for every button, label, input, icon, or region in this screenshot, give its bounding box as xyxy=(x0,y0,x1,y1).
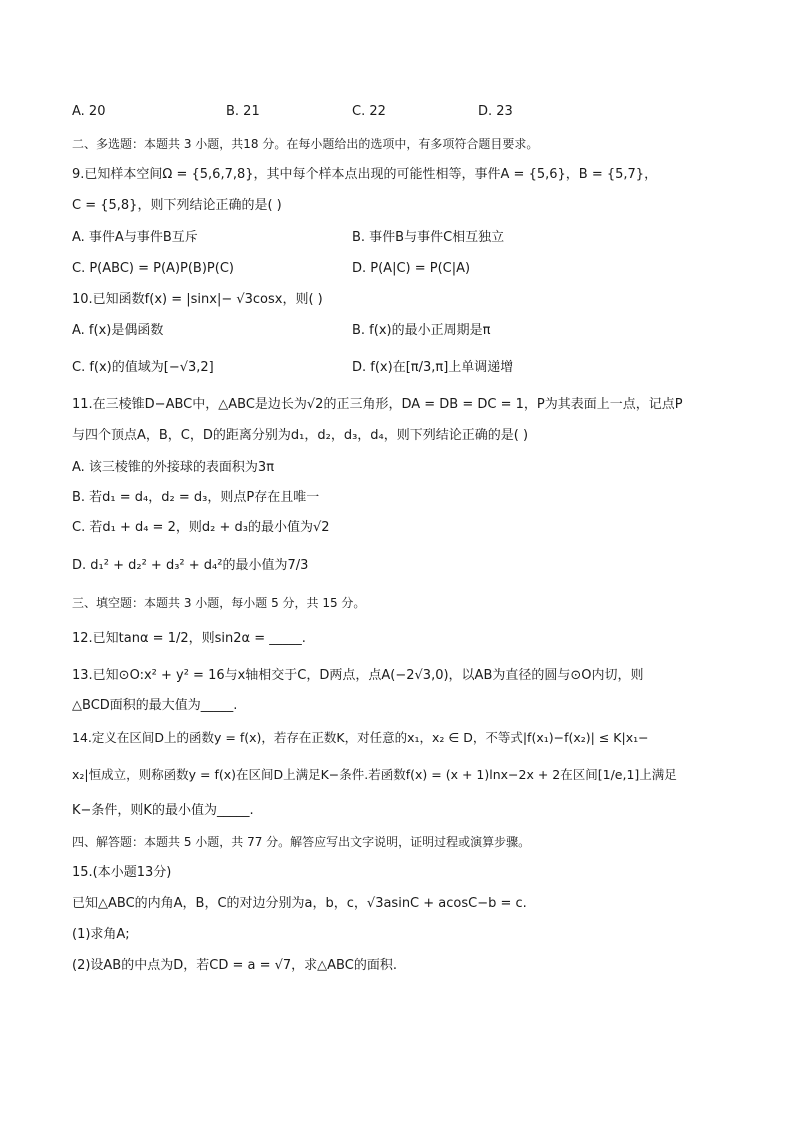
q14-stem-line-2: x₂|恒成立，则称函数y = f(x)在区间D上满足K−条件.若函数f(x) = (x + 1)lnx−2x + 2在区间[1/e,1]上满足 xyxy=(72,767,677,782)
q10-option-a: A. f(x)是偶函数 xyxy=(72,323,164,338)
q8-option-c: C. 22 xyxy=(352,104,386,119)
q9-option-d: D. P(A|C) = P(C|A) xyxy=(352,261,471,276)
section-3-header: 三、填空题：本题共 3 小题，每小题 5 分，共 15 分。 xyxy=(72,596,366,610)
q14-stem-line-1: 14.定义在区间D上的函数y = f(x)，若存在正数K，对任意的x₁，x₂ ∈ D，不等式|f(x₁)−f(x₂)| ≤ K|x₁− xyxy=(72,730,649,745)
q15-stem: 已知△ABC的内角A，B，C的对边分别为a，b，c，√3asinC + acosC−b = c. xyxy=(72,896,527,911)
q15-part-2: (2)设AB的中点为D，若CD = a = √7，求△ABC的面积. xyxy=(72,958,397,973)
q10-option-d: D. f(x)在[π/3,π]上单调递增 xyxy=(352,360,514,375)
q11-option-c: C. 若d₁ + d₄ = 2，则d₂ + d₃的最小值为√2 xyxy=(72,520,330,535)
q9-stem-line-1: 9.已知样本空间Ω = {5,6,7,8}，其中每个样本点出现的可能性相等，事件A = {5,6}，B = {5,7}， xyxy=(72,167,658,182)
q9-option-a: A. 事件A与事件B互斥 xyxy=(72,230,198,245)
q11-option-a: A. 该三棱锥的外接球的表面积为3π xyxy=(72,460,275,475)
q15-part-1: (1)求角A; xyxy=(72,927,130,942)
q8-option-d: D. 23 xyxy=(478,104,513,119)
q11-option-d: D. d₁² + d₂² + d₃² + d₄²的最小值为7/3 xyxy=(72,558,309,573)
q10-option-c: C. f(x)的值域为[−√3,2] xyxy=(72,360,214,375)
section-2-header: 二、多选题：本题共 3 小题，共18 分。在每小题给出的选项中，有多项符合题目要求。 xyxy=(72,137,539,151)
q11-stem-line-2: 与四个顶点A，B，C，D的距离分别为d₁，d₂，d₃，d₄，则下列结论正确的是( ) xyxy=(72,428,529,443)
q9-option-b: B. 事件B与事件C相互独立 xyxy=(352,230,505,245)
q8-option-b: B. 21 xyxy=(226,104,260,119)
q13-stem-line-1: 13.已知⊙O:x² + y² = 16与x轴相交于C，D两点，点A(−2√3,0)，以AB为直径的圆与⊙O内切，则 xyxy=(72,668,644,683)
q10-option-b: B. f(x)的最小正周期是π xyxy=(352,323,491,338)
q9-stem-line-2: C = {5,8}，则下列结论正确的是( ) xyxy=(72,198,282,213)
q15-title: 15.(本小题13分) xyxy=(72,865,172,880)
q10-stem: 10.已知函数f(x) = |sinx|− √3cosx，则( ) xyxy=(72,292,323,307)
q11-stem-line-1: 11.在三棱锥D−ABC中，△ABC是边长为√2的正三角形，DA = DB = DC = 1，P为其表面上一点，记点P xyxy=(72,397,683,412)
q13-stem-line-2: △BCD面积的最大值为_____. xyxy=(72,698,238,713)
q11-option-b: B. 若d₁ = d₄，d₂ = d₃，则点P存在且唯一 xyxy=(72,490,320,505)
q9-option-c: C. P(ABC) = P(A)P(B)P(C) xyxy=(72,261,234,276)
q8-option-a: A. 20 xyxy=(72,104,106,119)
q12-stem: 12.已知tanα = 1/2，则sin2α = _____. xyxy=(72,631,306,646)
section-4-header: 四、解答题：本题共 5 小题，共 77 分。解答应写出文字说明，证明过程或演算步骤。 xyxy=(72,835,531,849)
q14-stem-line-3: K−条件，则K的最小值为_____. xyxy=(72,803,254,818)
